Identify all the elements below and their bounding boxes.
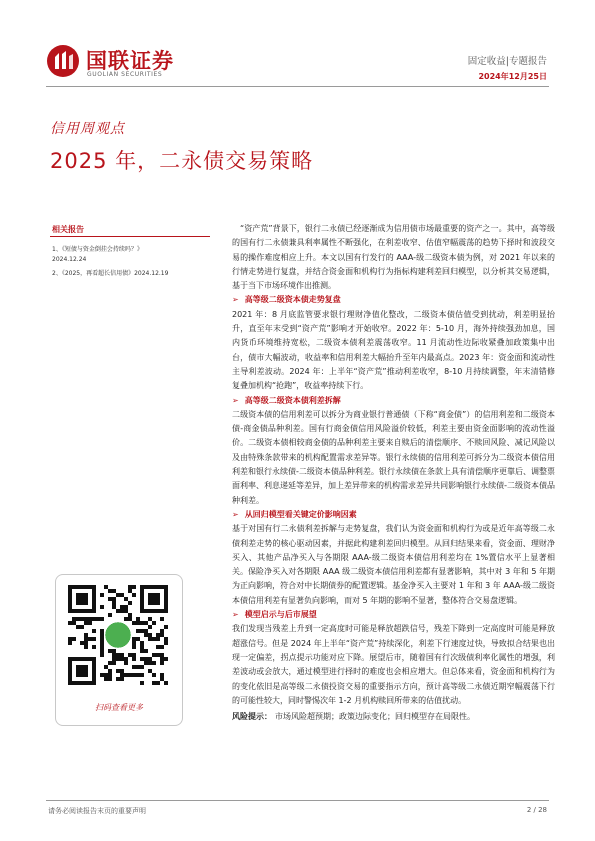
related-report-date: 2024.12.24 — [52, 256, 87, 263]
logo-subtext: GUOLIAN SECURITIES — [87, 71, 163, 78]
risk-text: 市场风险超预期；政策边际变化；回归模型存在局限性。 — [275, 712, 475, 722]
header-divider — [46, 86, 549, 87]
related-report-link[interactable]: 1、《短债与资金倒挂会持续吗？》 — [52, 246, 143, 253]
qr-caption: 扫码查看更多 — [95, 703, 143, 712]
risk-label: 风险提示： — [232, 712, 272, 722]
arrow-bullet-icon: ➢ — [232, 295, 239, 305]
report-body — [232, 222, 555, 724]
related-report-link[interactable]: 2、《2025，再看超长信用债》2024.12.19 — [52, 270, 169, 277]
series-title: 信用周观点 — [50, 121, 125, 137]
report-date: 2024年12月25日 — [478, 72, 547, 81]
related-reports-divider — [50, 236, 210, 237]
intro-paragraph: “资产荒”背景下，银行二永债已经逐渐成为信用债市场最重要的资产之一。其中，高等级的国有行二永债兼具利率属性不断强化，在利差收窄、估值窄幅震荡的趋势下择时和波段交易的操作难度相应上升。本文以国有行发行的 AAA-级二级资本债为例，对 2021 年以来的行情走势进行复盘，并结合资金面和机构行为指标构建利差回归模型，以分析其交易逻辑，基于当下市场环境作出推测。 — [232, 224, 555, 291]
footer-divider — [46, 800, 549, 801]
section-heading: ➢ 从回归模型看关键定价影响因素 — [232, 509, 357, 519]
related-reports-title: 相关报告 — [52, 225, 84, 234]
section-heading: ➢ 高等级二级资本债利差拆解 — [232, 395, 341, 405]
logo-icon — [46, 44, 80, 78]
section-heading: ➢ 模型启示与后市展望 — [232, 610, 317, 620]
section-paragraph: 基于对国有行二永债利差拆解与走势复盘，我们认为资金面和机构行为或是近年高等级二永债利差走势的核心驱动因素，并据此构建利差回归模型。从回归结果来看，资金面、理财净买入、其他产品净买入与各期限 AAA-级二级资本债信用利差均在 1%置信水平上显著相关。保险净买入对各期限 AAA 级二级资本债信用利差都有显著影响，其中对 3 年和 5 年期为正向影响，符合对中长期债券的配置逻辑。基金净买入主要对 1 年和 3 年 AAA-级二级资本债信用利差有显著负向影响，而对 5 年期的影响不显著，整体符合交易盘逻辑。 — [232, 524, 555, 605]
qr-code-icon[interactable] — [68, 585, 168, 685]
logo-text: 国联证券 — [86, 49, 174, 73]
arrow-bullet-icon: ➢ — [232, 395, 239, 405]
section-paragraph: 2021 年：8 月底监管要求银行理财净值化整改，二级资本债估值受到扰动，利差明显抬升，直至年末受到“资产荒”影响才开始收窄。2022 年：5-10 月，海外持续强劲加息，国内货币环境维持宽松，二级资本债利差震荡收窄。11 月流动性边际收紧叠加政策集中出台，债市大幅波动，收益率和信用利差大幅抬升至年内最高点。2023 年：资金面和流动性主导利差波动。2024 年：上半年“资产荒”推动利差收窄，8-10 月持续调整，年末清错修复叠加机构“抢跑”，收益率持续下行。 — [232, 309, 555, 391]
page-number: 2 / 28 — [526, 806, 547, 814]
footer-disclaimer: 请务必阅读报告末页的重要声明 — [48, 807, 146, 815]
page-title: 2025 年，二永债交易策略 — [50, 149, 314, 173]
section-heading: ➢ 高等级二级资本债走势复盘 — [232, 295, 341, 305]
section-paragraph: 我们发现当残差上升到一定高度时可能是释放超跌信号，残差下降到一定高度时可能是释放超涨信号。但是 2024 年上半年“资产荒”持续深化，利差下行速度过快，导致拟合结果也出现一定偏差，拐点提示功能对应下降。展望后市，随着国有行次级债利率化属性的增强，利差波动或会放大，通过模型进行择时的难度也会相应增大。但总体来看，资金面和机构行为的变化依旧是高等级二永债投资交易的重要指示方向，预计高等级二永债近期窄幅震荡下行的可能性较大，同时警惕次年 1-2 月机构赎回所带来的估值扰动。 — [232, 624, 555, 705]
arrow-bullet-icon: ➢ — [232, 509, 239, 519]
document-type: 固定收益|专题报告 — [467, 56, 547, 67]
section-paragraph: 二级资本债的信用利差可以拆分为商业银行普通债（下称“商金债”）的信用利差和二级资本债-商金债品种利差。国有行商金债信用风险溢价较低，利差主要由资金面影响的流动性溢价。二级资本债相较商金债的品种利差主要来自赎后的清偿顺序、不赎回风险、减记风险以及由特殊条款带来的机构配置需求差异等。银行永续债的信用利差可拆分为二级资本债信用利差和银行永续债-二级资本债品种利差。银行永续债在条款上具有清偿顺序更靠后、调整票面利率、利息递延等差异，加上差异带来的机构需求差异共同影响银行永续债-二级资本债品种利差。 — [232, 409, 555, 505]
arrow-bullet-icon: ➢ — [232, 610, 239, 620]
risk-warning — [232, 710, 555, 724]
